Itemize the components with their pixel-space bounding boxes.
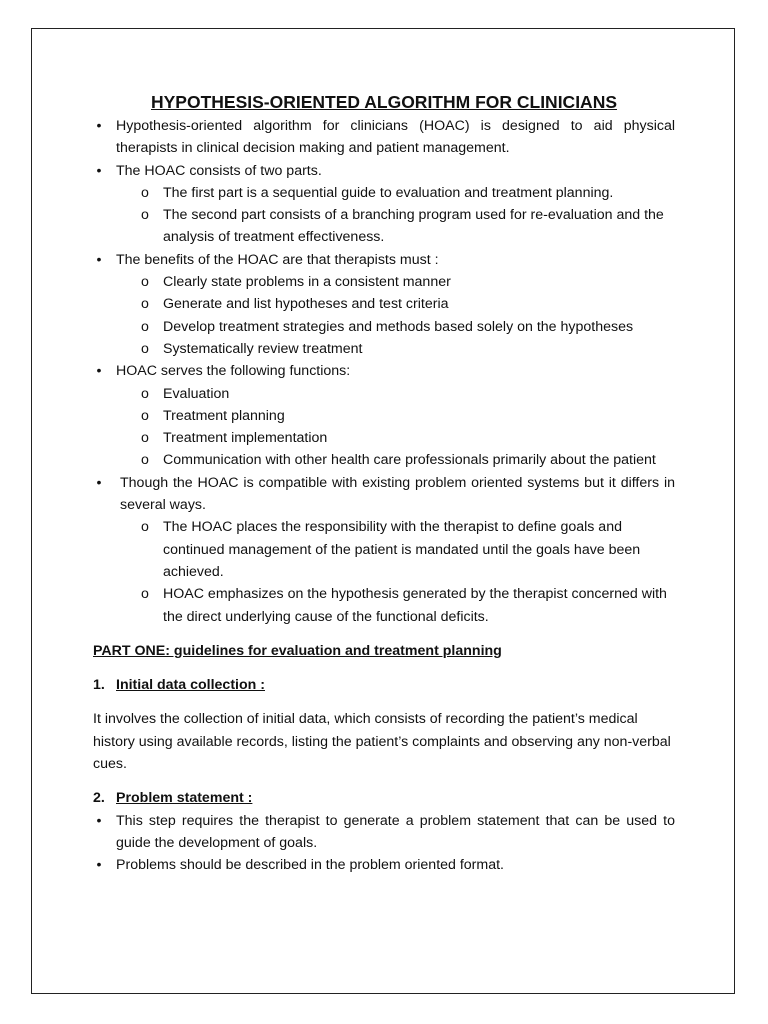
list-item-text: This step requires the therapist to generate a problem statement that can be used to guide the development of goals. bbox=[116, 812, 675, 851]
list-item-text: The benefits of the HOAC are that therapists must : bbox=[116, 251, 439, 268]
list-item-text: The HOAC consists of two parts. bbox=[116, 162, 322, 179]
sub-list-item-text: HOAC emphasizes on the hypothesis generated by the therapist concerned with the direct underlying cause of the functional deficits. bbox=[163, 586, 667, 625]
sub-list-item-text: Develop treatment strategies and methods based solely on the hypotheses bbox=[163, 318, 634, 335]
sub-list-item-text: The first part is a sequential guide to evaluation and treatment planning. bbox=[163, 184, 614, 201]
list-item bbox=[93, 249, 675, 271]
circle-bullet-icon: o bbox=[141, 519, 149, 536]
sub-list-item bbox=[93, 204, 675, 249]
sub-list-item bbox=[93, 293, 675, 315]
list-item-text: HOAC serves the following functions: bbox=[116, 363, 351, 380]
sub-list-item-text: Systematically review treatment bbox=[163, 340, 363, 357]
intro-list bbox=[93, 115, 675, 628]
bullet-icon: • bbox=[96, 118, 102, 134]
sub-list-item-text: Communication with other health care professionals primarily about the patient bbox=[163, 452, 656, 469]
sub-list-item-text: Clearly state problems in a consistent manner bbox=[163, 274, 451, 291]
sub-list-item bbox=[93, 449, 675, 471]
sub-list-item-text: Generate and list hypotheses and test criteria bbox=[163, 296, 449, 313]
sub-list-item bbox=[93, 427, 675, 449]
step2-label: Problem statement : bbox=[116, 790, 253, 807]
circle-bullet-icon: o bbox=[141, 586, 149, 603]
circle-bullet-icon: o bbox=[141, 318, 149, 335]
list-item bbox=[93, 360, 675, 382]
document-title: HYPOTHESIS-ORIENTED ALGORITHM FOR CLINICIANS bbox=[150, 92, 618, 112]
bullet-icon: • bbox=[96, 857, 102, 874]
step2-number: 2. bbox=[93, 790, 105, 807]
circle-bullet-icon: o bbox=[141, 296, 149, 313]
bullet-icon: • bbox=[96, 251, 102, 268]
sub-list-item-text: The HOAC places the responsibility with the therapist to define goals and continued management of the patient is mandated until the goals have been achieved. bbox=[163, 519, 641, 580]
list-item bbox=[93, 854, 675, 876]
sub-list-item bbox=[93, 316, 675, 338]
bullet-icon: • bbox=[96, 363, 102, 380]
list-item bbox=[93, 160, 675, 182]
part-one-heading: PART ONE: guidelines for evaluation and treatment planning bbox=[93, 642, 502, 659]
circle-bullet-icon: o bbox=[141, 385, 149, 402]
list-item bbox=[93, 472, 675, 517]
sub-list-item-text: The second part consists of a branching program used for re-evaluation and the analysis of treatment effectiveness. bbox=[163, 207, 664, 246]
sub-list-item bbox=[93, 182, 675, 204]
step2-list bbox=[93, 810, 675, 877]
sub-list-item-text: Treatment planning bbox=[163, 407, 285, 424]
step1-heading bbox=[93, 674, 675, 696]
list-item-text: Hypothesis-oriented algorithm for clinicians (HOAC) is designed to aid physical therapists in clinical decision making and patient management. bbox=[116, 118, 675, 157]
circle-bullet-icon: o bbox=[141, 407, 149, 424]
sub-list-item bbox=[93, 583, 675, 628]
sub-list-item bbox=[93, 516, 675, 583]
circle-bullet-icon: o bbox=[141, 340, 149, 357]
document-content bbox=[93, 90, 675, 877]
step1-label: Initial data collection : bbox=[116, 677, 265, 694]
list-item bbox=[93, 810, 675, 855]
circle-bullet-icon: o bbox=[141, 184, 149, 201]
list-item-text: Though the HOAC is compatible with existing problem oriented systems but it differs in several ways. bbox=[120, 474, 675, 514]
list-item bbox=[93, 115, 675, 160]
sub-list-item-text: Treatment implementation bbox=[163, 430, 328, 447]
list-item-text: Problems should be described in the problem oriented format. bbox=[116, 857, 505, 874]
step1-number: 1. bbox=[93, 677, 105, 694]
bullet-icon: • bbox=[96, 162, 102, 179]
sub-list-item bbox=[93, 383, 675, 405]
sub-list-item-text: Evaluation bbox=[163, 385, 230, 402]
circle-bullet-icon: o bbox=[141, 430, 149, 447]
bullet-icon: • bbox=[96, 474, 102, 491]
step1-paragraph: It involves the collection of initial data, which consists of recording the patient’s medical history using available records, listing the patient’s complaints and observing any non-verbal cues. bbox=[93, 711, 671, 773]
circle-bullet-icon: o bbox=[141, 274, 149, 291]
sub-list-item bbox=[93, 405, 675, 427]
step2-heading bbox=[93, 787, 675, 809]
circle-bullet-icon: o bbox=[141, 207, 149, 224]
circle-bullet-icon: o bbox=[141, 452, 149, 469]
bullet-icon: • bbox=[96, 812, 102, 829]
sub-list-item bbox=[93, 271, 675, 293]
sub-list-item bbox=[93, 338, 675, 360]
